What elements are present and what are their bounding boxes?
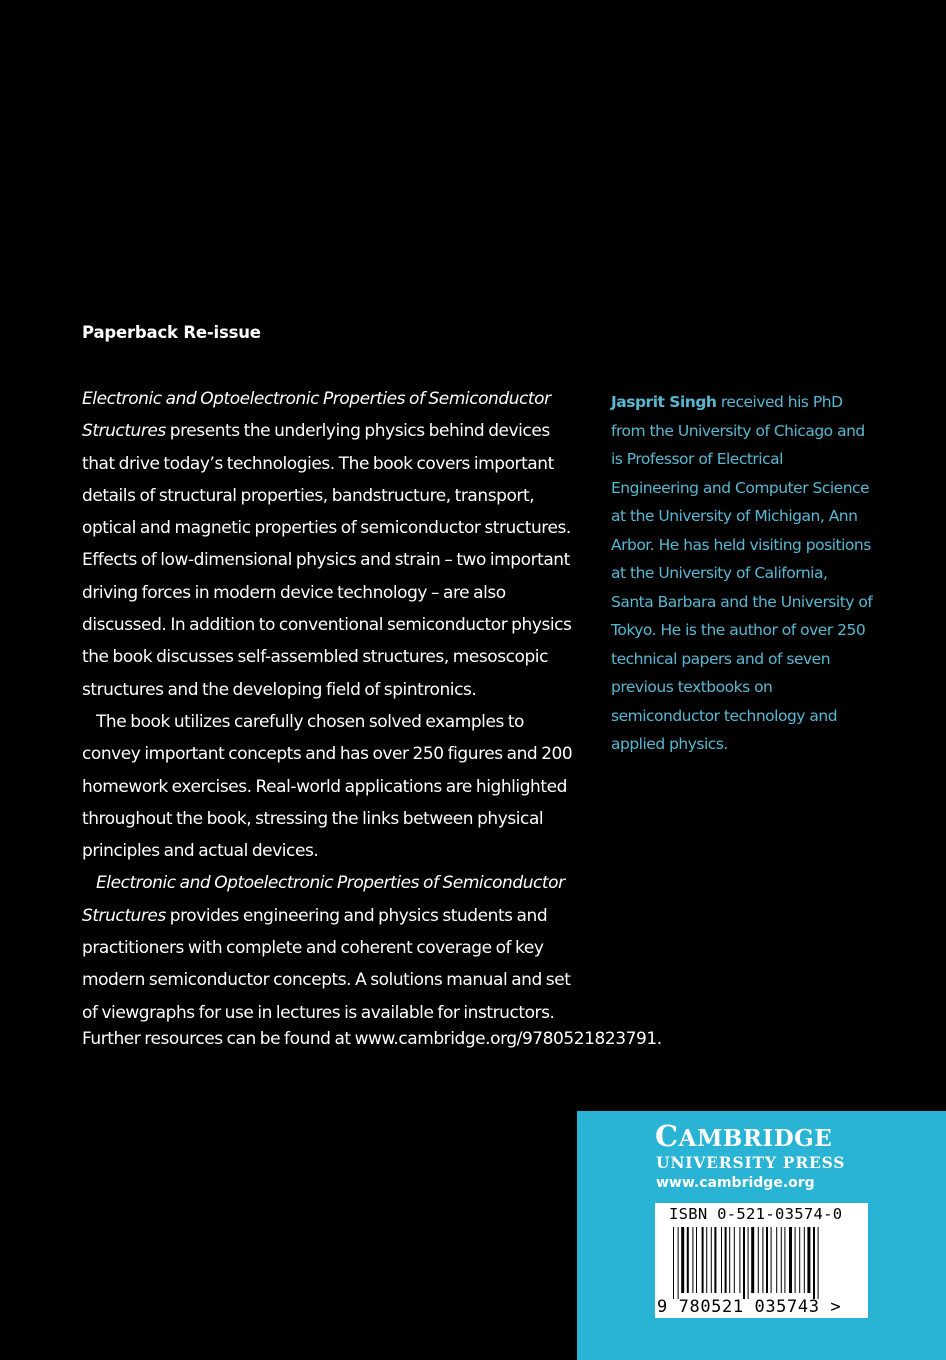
description-paragraph-1: [82, 383, 582, 706]
resources-note: Further resources can be found at www.cambridge.org/9780521823791.: [82, 1029, 662, 1049]
publisher-subtitle: UNIVERSITY PRESS: [656, 1153, 846, 1172]
book-title-italic-repeat: Electronic and Optoelectronic Properties of Semiconductor Structures: [82, 873, 565, 926]
description-paragraph-3: [82, 867, 582, 1028]
paragraph-1-text: presents the underlying physics behind devices that drive today’s technologies. The book covers important details of structural properties, bandstructure, transport, optical and magnetic properties of semiconductor structures. Effects of low-dimensional physics and strain – two important driving forces in modern device technology – are also discussed. In addition to conventional semiconductor physics the book discusses self-assembled structures, mesoscopic structures and the developing field of spintronics.: [82, 421, 572, 700]
isbn-barcode: [655, 1203, 868, 1318]
book-title-italic: Electronic and Optoelectronic Properties of Semiconductor Structures: [82, 389, 551, 442]
paragraph-3-text: provides engineering and physics students and practitioners with complete and coherent coverage of key modern semiconductor concepts. A solutions manual and set of viewgraphs for use in lectures is available for instructors.: [82, 905, 571, 1023]
description-paragraph-2: [82, 706, 582, 867]
book-description: [82, 383, 582, 1029]
publisher-name-initial: C: [655, 1119, 679, 1153]
publisher-name-rest: AMBRIDGE: [678, 1125, 833, 1152]
publisher-panel: [577, 1111, 946, 1360]
isbn-label: ISBN 0-521-03574-0: [669, 1205, 843, 1223]
paragraph-2-text: The book utilizes carefully chosen solved examples to convey important concepts and has over 250 figures and 200 homework exercises. Real-world applications are highlighted throughout the book, stressing the links between physical principles and actual devices.: [82, 711, 573, 862]
ean-digits: 9 780521 035743 >: [657, 1297, 842, 1317]
author-bio: [611, 388, 873, 759]
publisher-url: www.cambridge.org: [656, 1175, 815, 1191]
reissue-heading: Paperback Re-issue: [82, 323, 261, 342]
author-bio-text: received his PhD from the University of Chicago and is Professor of Electrical Engineering and Computer Science at the University of Michigan, Ann Arbor. He has held visiting positions at the University of California, Santa Barbara and the University of Tokyo. He is the author of over 250 technical papers and of seven previous textbooks on semiconductor technology and applied physics.: [611, 393, 873, 753]
publisher-name: [655, 1119, 832, 1153]
author-name: Jasprit Singh: [611, 393, 717, 411]
